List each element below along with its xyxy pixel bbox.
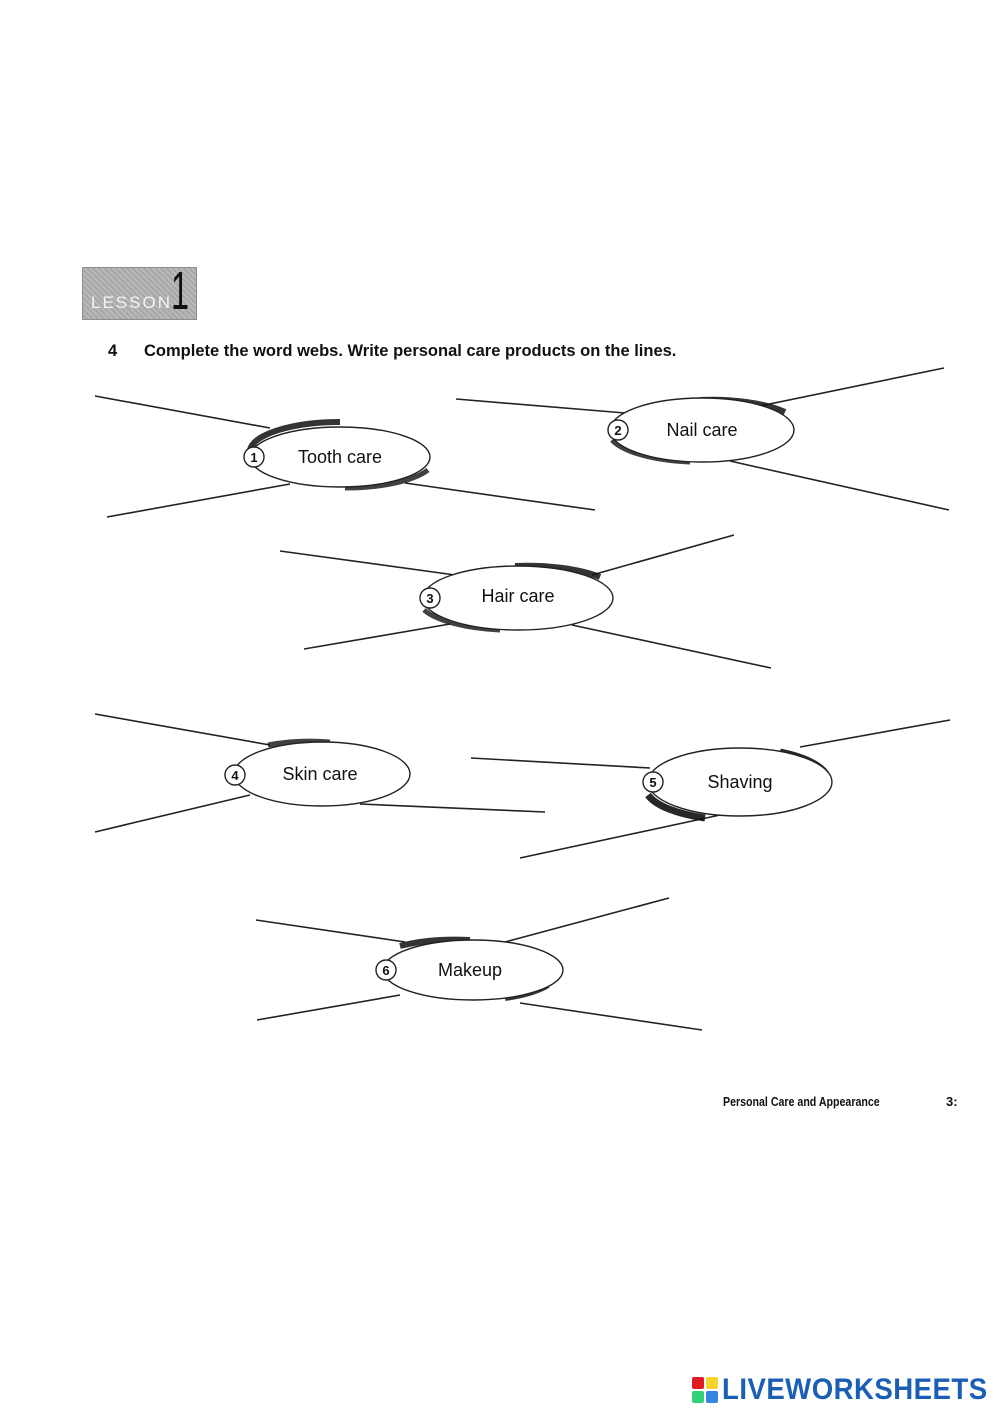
answer-line[interactable] [360, 804, 545, 812]
answer-line[interactable] [95, 396, 270, 428]
word-web-5 [471, 720, 950, 858]
answer-line[interactable] [592, 535, 734, 575]
lesson-word: LESSON [91, 293, 172, 312]
footer-title: Personal Care and Appearance [723, 1095, 880, 1109]
web-label: Hair care [481, 586, 555, 606]
answer-line[interactable] [256, 920, 405, 942]
web-number: 2 [614, 423, 622, 438]
answer-line[interactable] [520, 815, 720, 858]
answer-line[interactable] [760, 368, 944, 406]
web-number: 3 [426, 591, 434, 606]
web-label: Shaving [707, 772, 773, 792]
web-number: 4 [231, 768, 239, 783]
word-web-4 [95, 714, 545, 832]
answer-line[interactable] [505, 898, 669, 942]
answer-line[interactable] [304, 624, 450, 649]
answer-line[interactable] [800, 720, 950, 747]
answer-line[interactable] [520, 1003, 702, 1030]
web-number: 1 [250, 450, 258, 465]
answer-line[interactable] [95, 795, 250, 832]
logo-square-yellow [706, 1377, 718, 1389]
logo-square-red [692, 1377, 704, 1389]
exercise-number: 4 [108, 342, 118, 360]
brand-name: LIVEWORKSHEETS [722, 1373, 988, 1406]
answer-line[interactable] [405, 483, 595, 510]
word-web-3 [280, 535, 771, 668]
web-number: 6 [382, 963, 390, 978]
page-number: 3: [946, 1094, 958, 1109]
liveworksheets-brand[interactable] [692, 1372, 1000, 1408]
answer-line[interactable] [456, 399, 625, 413]
word-web-1 [95, 396, 595, 517]
web-label: Nail care [666, 420, 738, 440]
answer-line[interactable] [257, 995, 400, 1020]
web-number: 5 [649, 775, 657, 790]
liveworksheets-logo-icon [692, 1377, 718, 1403]
web-label: Tooth care [297, 447, 383, 467]
exercise-text: Complete the word webs. Write personal care products on the lines. [144, 342, 677, 360]
answer-line[interactable] [107, 484, 290, 517]
word-web-6 [256, 898, 702, 1030]
lesson-number: 1 [171, 261, 190, 321]
logo-square-blue [706, 1391, 718, 1403]
answer-line[interactable] [280, 551, 455, 575]
answer-line[interactable] [572, 625, 771, 668]
web-label: Skin care [282, 764, 358, 784]
answer-line[interactable] [730, 461, 949, 510]
word-web-2 [456, 368, 949, 510]
answer-line[interactable] [95, 714, 270, 745]
logo-square-green [692, 1391, 704, 1403]
answer-line[interactable] [471, 758, 650, 768]
web-label: Makeup [437, 960, 503, 980]
